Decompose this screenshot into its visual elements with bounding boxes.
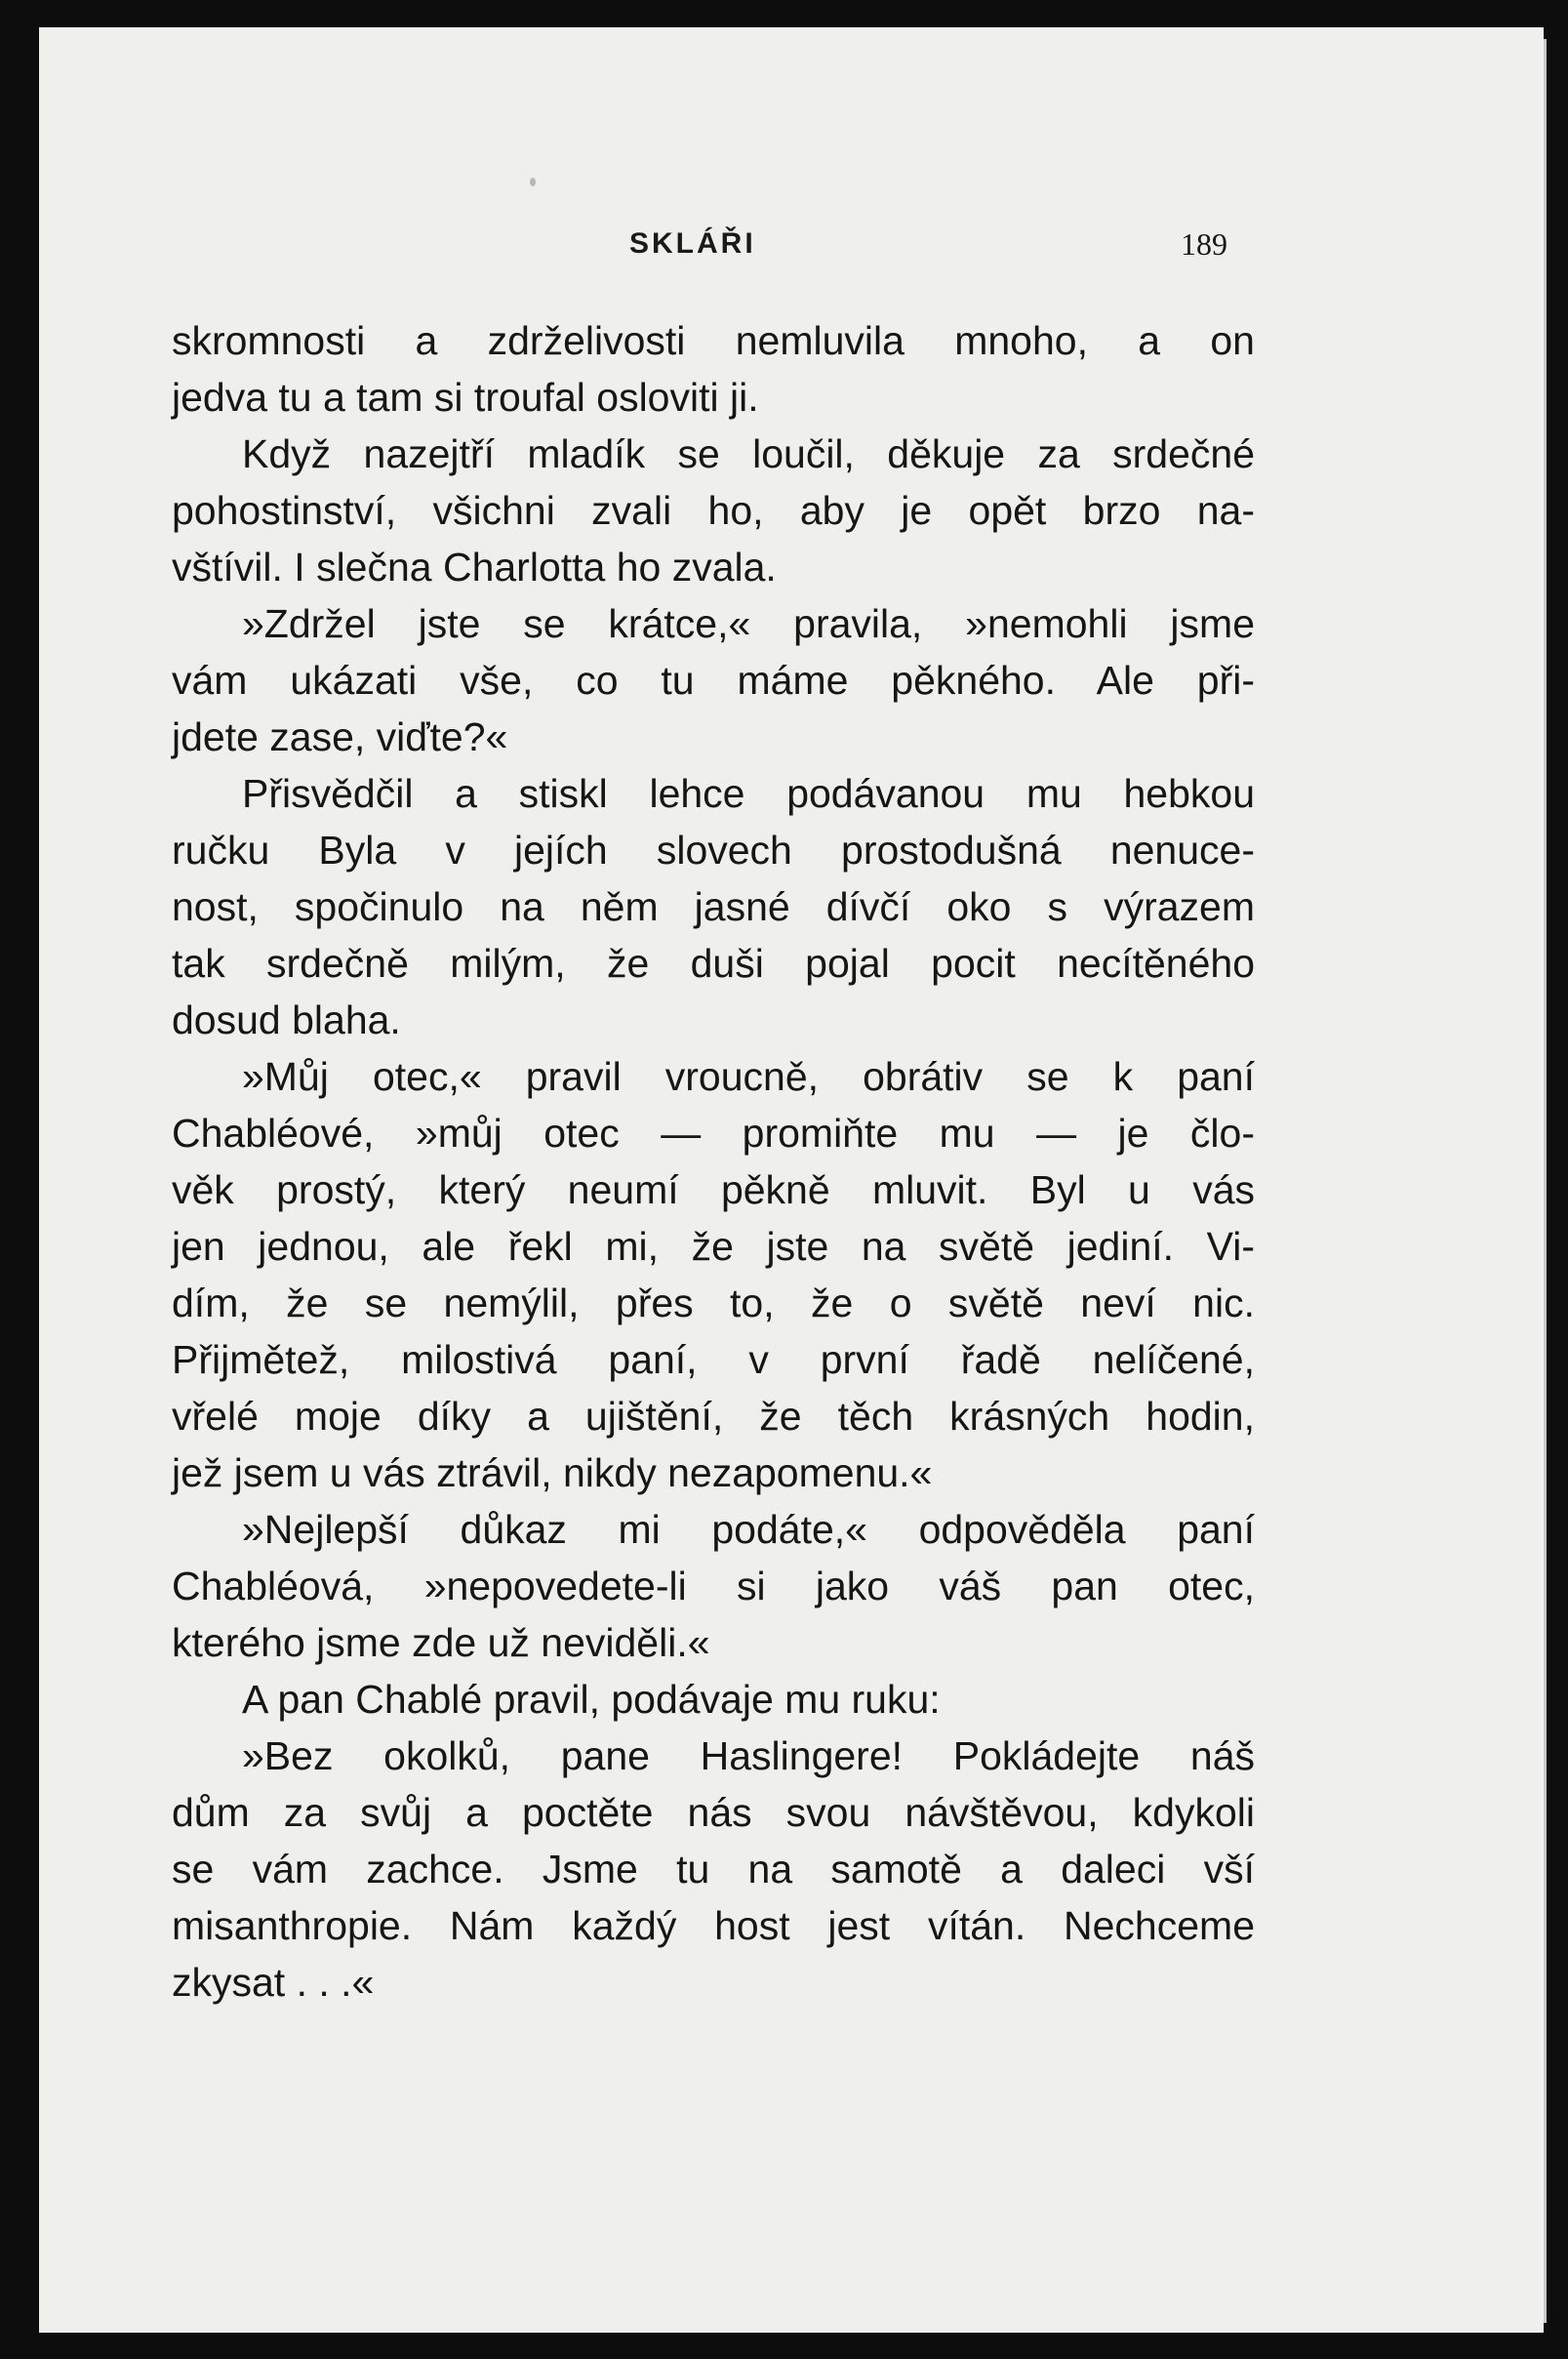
paper-speck xyxy=(530,178,536,186)
text-line: vštívil. I slečna Charlotta ho zvala. xyxy=(172,545,777,590)
text-line: Přijmětež, milostivá paní, v první řadě nelíčené, xyxy=(172,1337,1255,1382)
text-line: Chabléová, »nepovedete-li si jako váš pan otec, xyxy=(172,1564,1255,1608)
text-line: »Zdržel jste se krátce,« pravila, »nemohli jsme xyxy=(242,601,1255,646)
text-line: jež jsem u vás ztrávil, nikdy nezapomenu.« xyxy=(172,1450,933,1495)
text-line: vřelé moje díky a ujištění, že těch krásných hodin, xyxy=(172,1394,1255,1439)
body-text xyxy=(172,312,1255,2011)
text-line: dům za svůj a poctěte nás svou návštěvou, kdykoli xyxy=(172,1790,1255,1835)
text-line: ručku Byla v jejích slovech prostodušná nenuce- xyxy=(172,828,1255,873)
text-line: »Nejlepší důkaz mi podáte,« odpověděla paní xyxy=(242,1507,1255,1552)
text-line: Když nazejtří mladík se loučil, děkuje za srdečné xyxy=(242,431,1255,476)
text-line: věk prostý, který neumí pěkně mluvit. Byl u vás xyxy=(172,1167,1255,1212)
text-line: jen jednou, ale řekl mi, že jste na světě jediní. Vi- xyxy=(172,1224,1255,1269)
text-line: dosud blaha. xyxy=(172,997,401,1042)
page-number: 189 xyxy=(1181,226,1227,262)
page-edge-shadow xyxy=(1544,39,1547,2323)
text-line: »Bez okolků, pane Haslingere! Pokládejte náš xyxy=(242,1733,1255,1778)
text-line: jedva tu a tam si troufal osloviti ji. xyxy=(172,375,759,420)
text-line: pohostinství, všichni zvali ho, aby je opět brzo na- xyxy=(172,488,1255,533)
text-line: tak srdečně milým, že duši pojal pocit necítěného xyxy=(172,941,1255,986)
text-line: zkysat . . .« xyxy=(172,1960,375,2005)
text-line: vám ukázati vše, co tu máme pěkného. Ale při- xyxy=(172,658,1255,703)
text-line: dím, že se nemýlil, přes to, že o světě neví nic. xyxy=(172,1281,1255,1325)
running-head-title: SKLÁŘI xyxy=(629,227,756,260)
text-line: »Můj otec,« pravil vroucně, obrátiv se k paní xyxy=(242,1054,1255,1099)
text-line: skromnosti a zdrželivosti nemluvila mnoho, a on xyxy=(172,318,1255,363)
text-line: kterého jsme zde už neviděli.« xyxy=(172,1620,710,1665)
text-line: Přisvědčil a stiskl lehce podávanou mu hebkou xyxy=(242,771,1255,816)
text-line: Chabléové, »můj otec — promiňte mu — je člo- xyxy=(172,1111,1255,1156)
text-line: A pan Chablé pravil, podávaje mu ruku: xyxy=(242,1677,941,1722)
text-line: jdete zase, viďte?« xyxy=(172,714,508,759)
text-line: se vám zachce. Jsme tu na samotě a daleci vší xyxy=(172,1847,1255,1891)
text-line: nost, spočinulo na něm jasné dívčí oko s výrazem xyxy=(172,884,1255,929)
text-line: misanthropie. Nám každý host jest vítán. Nechceme xyxy=(172,1903,1255,1948)
